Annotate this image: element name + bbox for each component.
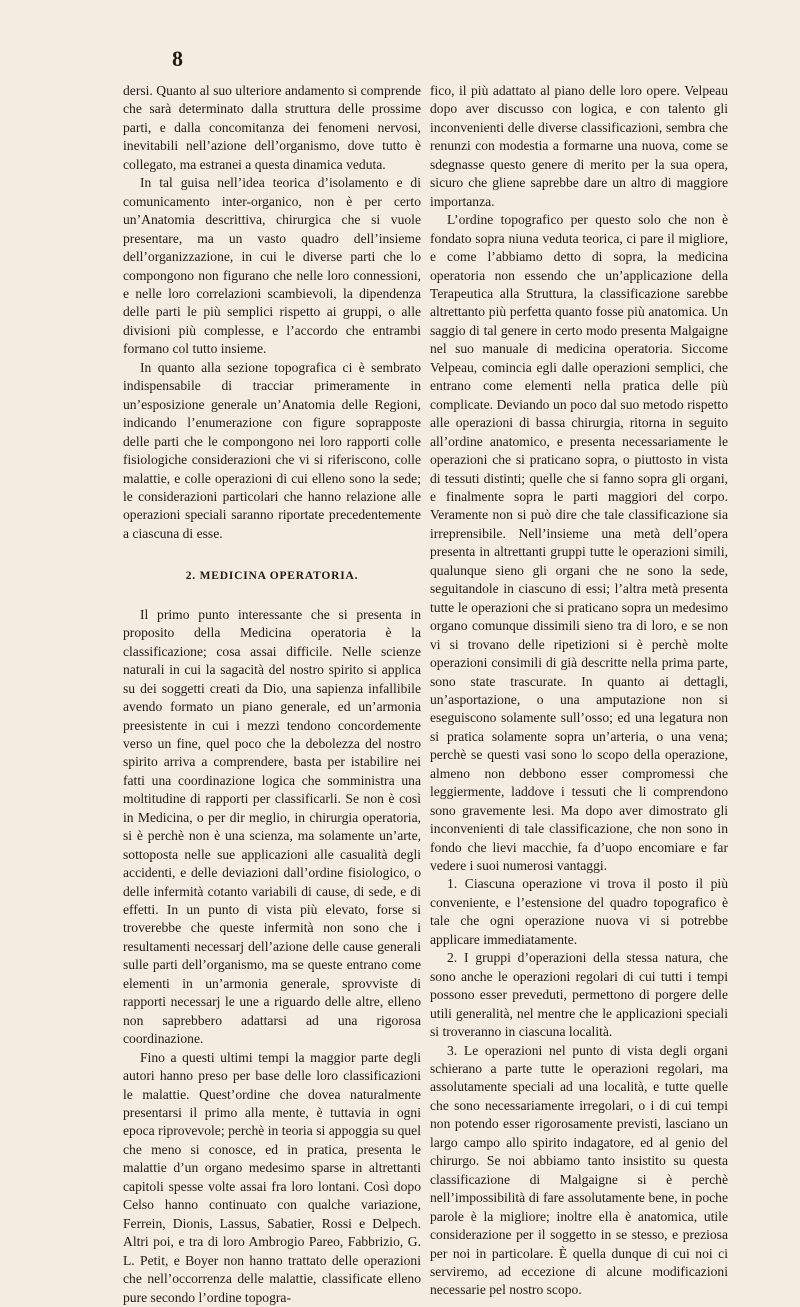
numbered-item: 3. Le operazioni nel punto di vista degli organi schierano a parte tutte le operazioni regolari, ma assolutamente speciali ad una località, e tutte quelle che sono necessariamente irregolari, o i di cui tempi non potendo esser rigorosamente previsti, lasciano un largo campo allo spirito indagatore, ed al genio del chirurgo. Se noi abbiamo tanto insistito su questa classificazione di Malgaigne si è perchè nell’impossibilità di fare assolutamente bene, in poche parole è la migliore; inoltre ella è anatomica, utile considerazione per il soggetto in se stesso, e preziosa per noi in particolare. È quella dunque di cui noi ci serviremo, ad eccezione di alcune modificazioni necessarie pel nostro scopo. — [430, 1042, 728, 1298]
paragraph: fico, il più adattato al piano delle loro opere. Velpeau dopo aver discusso con logica, e con talento gli inconvenienti delle diverse classificazioni, sembra che renunzi con modestia a formarne una nuova, come se sdegnasse questo genere di merito per la sua opera, sicuro che gliene saprebbe dare un altro di maggiore importanza. — [430, 83, 728, 209]
paragraph: dersi. Quanto al suo ulteriore andamento si comprende che sarà determinato dalla struttura delle prossime parti, e dalla concomitanza dei fenomeni nervosi, inevitabili nell’azione dell’organismo, dove tutto è collegato, ma estranei a questa dinamica veduta. — [123, 83, 421, 172]
section-heading: 2. MEDICINA OPERATORIA. — [185, 570, 359, 583]
paragraph: Fino a questi ultimi tempi la maggior parte degli autori hanno preso per base delle loro classificazioni le malattie. Quest’ordine che dovea naturalmente presentarsi il primo alla mente, è tuttavia in ogni epoca riprovevole; perchè in teoria si appoggia su quel che meno si conosce, ed in pratica, presenta le malattie d’un organo medesimo sparse in altrettanti capitoli spesse volte assai fra loro lontani. Così dopo Celso hanno continuato con qualche variazione, Ferrein, Dionis, Lassus, Sabatier, Rossi e Delpech. Altri poi, e tra di loro Ambrogio Pareo, Fabbrizio, G. L. Petit, e Boyer non hanno trattato delle operazioni che nell’occorrenza delle malattie, classificate elleno pure secondo l’ordine topogra- — [123, 1049, 421, 1305]
numbered-item: 1. Ciascuna operazione vi trova il posto il più conveniente, e l’estensione del quadro topografico è tale che ogni operazione nuova vi si potrebbe applicare immediatamente. — [430, 876, 728, 947]
paragraph: L’ordine topografico per questo solo che non è fondato sopra niuna veduta teorica, ci pare il migliore, e come l’abbiamo detto di sopra, la medicina operatoria non essendo che un’applicazione della Terapeutica alla Struttura, la classificazione sarebbe altrettanto più perfetta quanto fosse più anatomica. Un saggio di tal genere in certo modo presenta Malgaigne nel suo manuale di medicina operatoria. Siccome Velpeau, comincia egli dalle operazioni semplici, che entrano come elementi nella pratica delle più complicate. Deviando un poco dal suo metodo rispetto alle operazioni di bassa chirurgia, ritorna in seguito all’ordine anatomico, e presenta necessariamente le operazioni che si praticano sopra, o piuttosto in vista di tessuti distinti; quelle che si fanno sopra gli organi, e finalmente sopra le parti maggiori del corpo. Veramente non si può dire che tale classificazione sia irreprensibile. Nell’insieme una metà dell’opera presenta in altrettanti gruppi tutte le operazioni simili, qualunque sieno gli organi che ne sono la sede, seguitandole in ciascuno di essi; l’altra metà presenta tutte le operazioni che si praticano sopra un medesimo organo comunque dissimili sieno tra di loro, e se non vi si trovano delle ripetizioni si è perchè molte operazioni consimili di già descritte nella prima parte, sono state trascurate. In quanto ai dettagli, un’asportazione, o una amputazione non si eseguiscono solamente sull’osso; ed una legatura non si pratica solamente sopra un’arteria, o una vena; perchè se questi vasi sono lo scopo della operazione, almeno non debbono esser compromessi che leggiermente, laddove i tessuti che li comprendono sono gravemente lesi. Ma dopo aver dimostrato gli inconvenienti di tale classificazione, che non sono in fondo che lievi macchie, fa d’uopo encomiare e far vedere i suoi numerosi vantaggi. — [430, 212, 728, 874]
numbered-item: 2. I gruppi d’operazioni della stessa natura, che sono anche le operazioni regolari di cui tutti i tempi possono esser preveduti, permettono di porgere delle utili generalità, nel mentre che le applicazioni speciali si troveranno in ciascuna località. — [430, 950, 728, 1040]
paragraph: In quanto alla sezione topografica ci è sembrato indispensabile di tracciar primeramente in un’esposizione generale un’Anatomia delle Regioni, indicando l’enumerazione con figure soprapposte delle parti che le compongono nei loro rapporti colle fisiologiche considerazioni che vi si riferiscono, colle malattie, e colle operazioni di cui elleno sono la sede; le considerazioni particolari che hanno relazione alle operazioni speciali saranno riportate precedentemente a ciascuna di esse. — [123, 359, 421, 541]
page-number: 8 — [172, 46, 183, 71]
left-column — [123, 82, 421, 1307]
paragraph: Il primo punto interessante che si presenta in proposito della Medicina operatoria è la classificazione; cosa assai difficile. Nelle scienze naturali in cui la sagacità del nostro spirito si applica su dei soggetti creati da Dio, una sapienza infallibile avendo formato un piano generale, ed un’armonia preesistente in cui i mezzi tendono concordemente verso un fine, quel poco che la debolezza del nostro spirito arriva a comprendere, basta per istabilire nei fatti una coordinazione logica che somministra una moltitudine di rapporti per classificarli. Se non è così in Medicina, o per dir meglio, in chirurgia operatoria, si è perchè non è una scienza, ma solamente un’arte, sottoposta nelle sue applicazioni alle casualità degli accidenti, e delle deviazioni dall’ordine fisiologico, o delle infermità cotanto variabili di cause, di sede, e di effetti. In un punto di vista più elevato, forse si troverebbe che queste infermità non sono che i resultamenti necessarj dell’azione delle cause generali sulle parti dell’organismo, ma se queste entrano come elementi in un’armonia generale, sprovviste di rapporti necessarj le une a riguardo delle altre, elleno non saprebbero adattarsi ad una rigorosa coordinazione. — [123, 606, 421, 1047]
paragraph: In tal guisa nell’idea teorica d’isolamento e di comunicamento inter-organico, non è per certo un’Anatomia descrittiva, chirurgica che si vuole presentare, ma un vasto quadro dell’insieme dell’organizzazione, in cui le diverse parti che lo compongono non figurano che nelle loro connessioni, e nelle loro correlazioni scambievoli, la dipendenza delle parti le più semplici rispetto ai gruppi, o alle divisioni più complesse, e l’accordo che entrambi formano col tutto insieme. — [123, 175, 421, 357]
right-column — [430, 82, 728, 1300]
